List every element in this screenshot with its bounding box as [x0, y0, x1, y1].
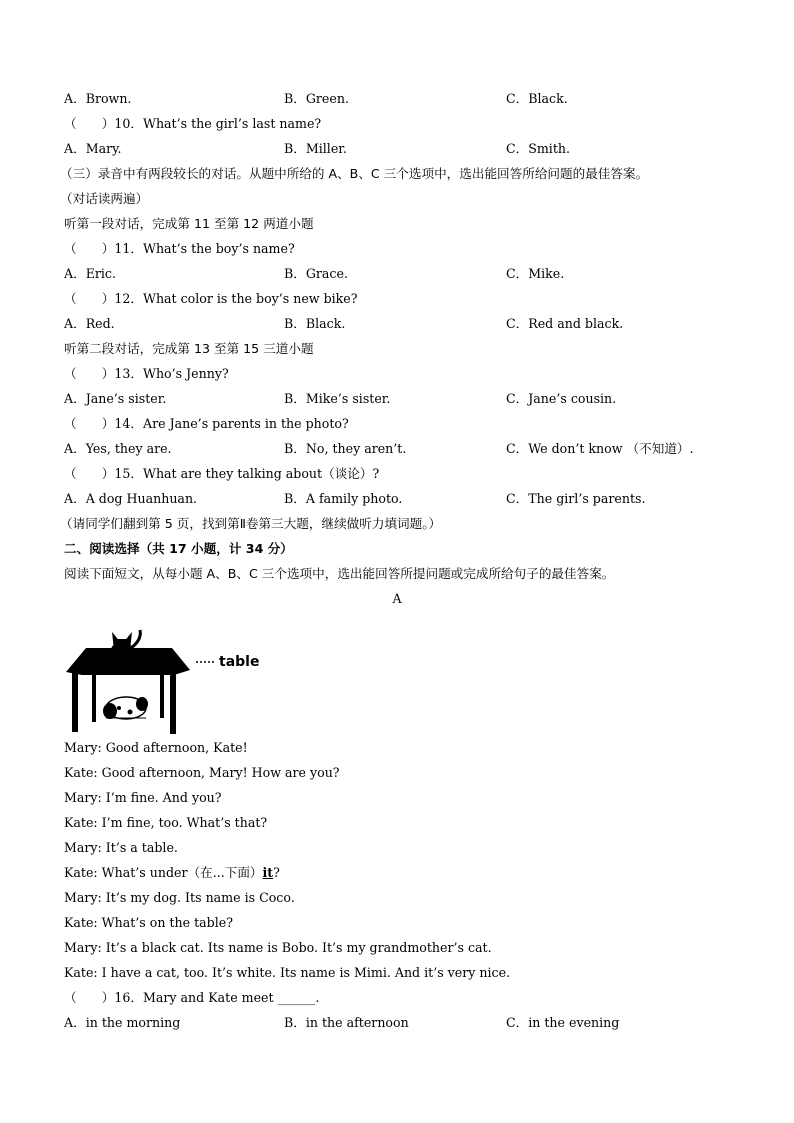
- table-icon: [66, 648, 190, 734]
- part2-instruction: 阅读下面短文，从每小题 A、B、C 三个选项中，选出能回答所提问题或完成所给句子的最佳答案。: [64, 566, 615, 581]
- q14-options: [64, 440, 744, 458]
- part2-title: 二、阅读选择（共 17 小题，计 34 分）: [64, 541, 293, 556]
- option-b[interactable]: B．in the afternoon: [284, 1015, 409, 1030]
- dialogue-line-1: Mary: Good afternoon, Kate!: [64, 740, 248, 755]
- dialogue-line-4: Kate: I’m fine, too. What’s that?: [64, 815, 268, 830]
- option-c[interactable]: C．Mike.: [506, 266, 565, 281]
- option-c[interactable]: C．Red and black.: [506, 316, 624, 331]
- dialogue-line-3: Mary: I’m fine. And you?: [64, 790, 222, 805]
- option-c[interactable]: C．We don’t know （不知道）.: [506, 441, 694, 456]
- option-c[interactable]: C．Smith.: [506, 141, 571, 156]
- option-a[interactable]: A．Jane’s sister.: [64, 391, 167, 406]
- q16-options: [64, 1014, 744, 1032]
- dialog2-intro: 听第二段对话，完成第 13 至第 15 三道小题: [64, 341, 314, 356]
- dialogue-text: Kate: What’s under（在...下面）: [64, 865, 263, 880]
- turn-page-note: （请同学们翻到第 5 页，找到第Ⅱ卷第三大题，继续做听力填词题。）: [60, 516, 442, 531]
- option-a[interactable]: A．Brown.: [64, 91, 132, 106]
- option-a[interactable]: A．Eric.: [64, 266, 116, 281]
- option-c[interactable]: C．in the evening: [506, 1015, 620, 1030]
- option-b[interactable]: B．Black.: [284, 316, 346, 331]
- option-b[interactable]: B．Mike’s sister.: [284, 391, 391, 406]
- q14-stem: （ ）14．Are Jane’s parents in the photo?: [64, 416, 349, 431]
- dialogue-line-8: Kate: What’s on the table?: [64, 915, 233, 930]
- option-a[interactable]: A．Red.: [64, 316, 115, 331]
- dialogue-line-5: Mary: It’s a table.: [64, 840, 178, 855]
- q11-stem: （ ）11．What’s the boy’s name?: [64, 241, 295, 256]
- q13-stem: （ ）13．Who’s Jenny?: [64, 366, 229, 381]
- dialogue-line-9: Mary: It’s a black cat. Its name is Bobo. It’s my grandmother’s cat.: [64, 940, 492, 955]
- option-b[interactable]: B．Grace.: [284, 266, 348, 281]
- dog-icon: [103, 697, 148, 719]
- q15-options: [64, 490, 744, 508]
- q12-options: [64, 315, 744, 333]
- option-a[interactable]: A．Yes, they are.: [64, 441, 172, 456]
- q13-options: [64, 390, 744, 408]
- underlined-word: it: [262, 865, 274, 880]
- option-a[interactable]: A．Mary.: [64, 141, 122, 156]
- option-c[interactable]: C．Jane’s cousin.: [506, 391, 617, 406]
- option-b[interactable]: B．No, they aren’t.: [284, 441, 407, 456]
- passage-label: A: [392, 591, 402, 606]
- option-c[interactable]: C．Black.: [506, 91, 568, 106]
- figure-label: table: [219, 654, 260, 670]
- dialogue-line-6: [64, 864, 280, 882]
- q10-options: [64, 140, 744, 158]
- option-c[interactable]: C．The girl’s parents.: [506, 491, 646, 506]
- option-b[interactable]: B．Green.: [284, 91, 349, 106]
- option-a[interactable]: A．in the morning: [64, 1015, 181, 1030]
- option-b[interactable]: B．Miller.: [284, 141, 347, 156]
- table-cat-dog-illustration: [64, 612, 264, 738]
- q10-stem: （ ）10．What’s the girl’s last name?: [64, 116, 322, 131]
- q9-options: [64, 90, 744, 108]
- q15-stem: （ ）15．What are they talking about（谈论）?: [64, 466, 380, 481]
- dialog1-intro: 听第一段对话，完成第 11 至第 12 两道小题: [64, 216, 314, 231]
- option-b[interactable]: B．A family photo.: [284, 491, 403, 506]
- q16-stem: （ ）16．Mary and Kate meet ______.: [64, 990, 320, 1005]
- section3-intro: （三）录音中有两段较长的对话。从题中所给的 A、B、C 三个选项中，选出能回答所给问题的最佳答案。: [60, 166, 649, 181]
- section3-note: （对话读两遍）: [60, 191, 149, 206]
- dialogue-tail: ?: [273, 865, 280, 880]
- option-a[interactable]: A．A dog Huanhuan.: [64, 491, 198, 506]
- dialogue-line-7: Mary: It’s my dog. Its name is Coco.: [64, 890, 295, 905]
- q12-stem: （ ）12．What color is the boy’s new bike?: [64, 291, 358, 306]
- q11-options: [64, 265, 744, 283]
- dialogue-line-2: Kate: Good afternoon, Mary! How are you?: [64, 765, 340, 780]
- dialogue-line-10: Kate: I have a cat, too. It’s white. Its name is Mimi. And it’s very nice.: [64, 965, 511, 980]
